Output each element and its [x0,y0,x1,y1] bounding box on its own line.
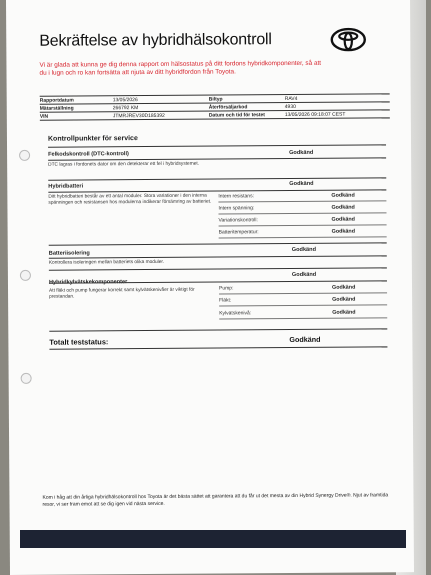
divider [48,177,386,180]
divider [49,328,387,331]
info-value: RAV4 [284,95,298,102]
battery-status: Godkänd [289,180,314,188]
toyota-logo-icon [330,27,366,51]
check-value: Godkänd [331,204,355,211]
punch-hole [19,150,30,161]
insulation-title: Batteriisolering [48,250,90,257]
page-title: Bekräftelse av hybridhälsokontroll [39,31,272,50]
battery-check-row [219,214,387,226]
intro-text: Vi är glada att kunna ge dig denna rapport om hälsostatus på ditt fordons hybridkomponenter, så att du i lugn och ro kan fortsätta att njuta av ditt hybridfordon från Toyota. [39,59,322,77]
divider [48,157,386,160]
section-title: Kontrollpunkter för service [47,135,138,143]
report-page [6,0,414,575]
info-value: JTMRJREV30D185392 [112,112,165,119]
total-status-value: Godkänd [289,334,321,345]
check-value: Godkänd [332,309,356,316]
info-value: 4930 [284,103,296,110]
insulation-description: Kontrollera isoleringen mellan batteriets olika moduler. [48,259,165,266]
check-value: Godkänd [331,228,356,235]
battery-check-row [218,202,386,214]
info-key: Biltyp [208,95,223,103]
check-label: Fläkt: [219,297,232,304]
footer-text: Kom i håg att din årliga hybridhälsokontroll hos Toyota är det bästa sättet att garantera att du får ut det mesta av din Hybrid Synergy Drive®. Njut av framtida resor, vi ser fram emot att se dig igen vid nästa service. [42,492,389,508]
check-label: Pump: [218,285,234,292]
battery-check-row [218,190,386,202]
cooling-check-row [219,307,387,319]
divider [49,267,387,270]
divider [49,346,387,349]
check-value: Godkänd [331,192,355,199]
dtc-title: Felkodskontroll (DTC-kontroll) [48,151,129,158]
divider [48,144,386,147]
info-key: Datum och tid för testet [208,111,265,119]
punch-hole [20,270,31,281]
check-label: Intern spänning: [218,205,255,212]
cooling-description: Att fläkt och pump fungerar korrekt samt kylvätskenivåer är viktigt för prestandan. [49,287,195,300]
cooling-check-row [219,282,387,294]
info-value: 13/05/2026 [112,96,138,103]
total-status-label: Totalt teststatus: [49,337,109,347]
footer-band [20,530,406,548]
dtc-status: Godkänd [289,149,314,157]
vehicle-info-table [40,93,390,120]
battery-title: Hybridbatteri [48,183,84,190]
info-key: Mätarställning [39,105,74,112]
check-label: Kylvätskenivå: [219,310,252,317]
check-value: Godkänd [332,296,356,303]
check-label: Intern resistans: [218,193,254,200]
cooling-title: Hybridkylvätskekomponenter [48,279,128,286]
info-row [40,110,390,120]
divider [49,255,387,258]
dtc-description: DTC lagras i fordonets dator om den detekterar ett fel i hybridsystemet. [48,161,200,168]
info-key: Återförsäljarkod [208,103,248,111]
check-label: Variationskontroll: [218,217,258,224]
battery-check-row [219,226,387,238]
check-label: Batteritemperatur: [218,229,259,236]
cooling-check-row [219,294,387,306]
insulation-status: Godkänd [291,246,317,254]
battery-description: Ditt hybridbatteri består av ett antal moduler. Stora variationer i den interna spänningen och resistansen hos modulerna indikerar försämring av batteriet. [48,193,212,206]
check-value: Godkänd [331,216,355,223]
punch-hole [21,373,32,384]
cooling-status: Godkänd [291,271,317,279]
info-value: 13/05/2026 09:18:07 CEST [284,111,346,118]
info-key: Rapportdatum [39,97,74,104]
info-value: 266792 KM [112,104,139,111]
info-key: VIN [39,113,49,120]
divider [49,242,387,245]
check-value: Godkänd [331,284,356,291]
